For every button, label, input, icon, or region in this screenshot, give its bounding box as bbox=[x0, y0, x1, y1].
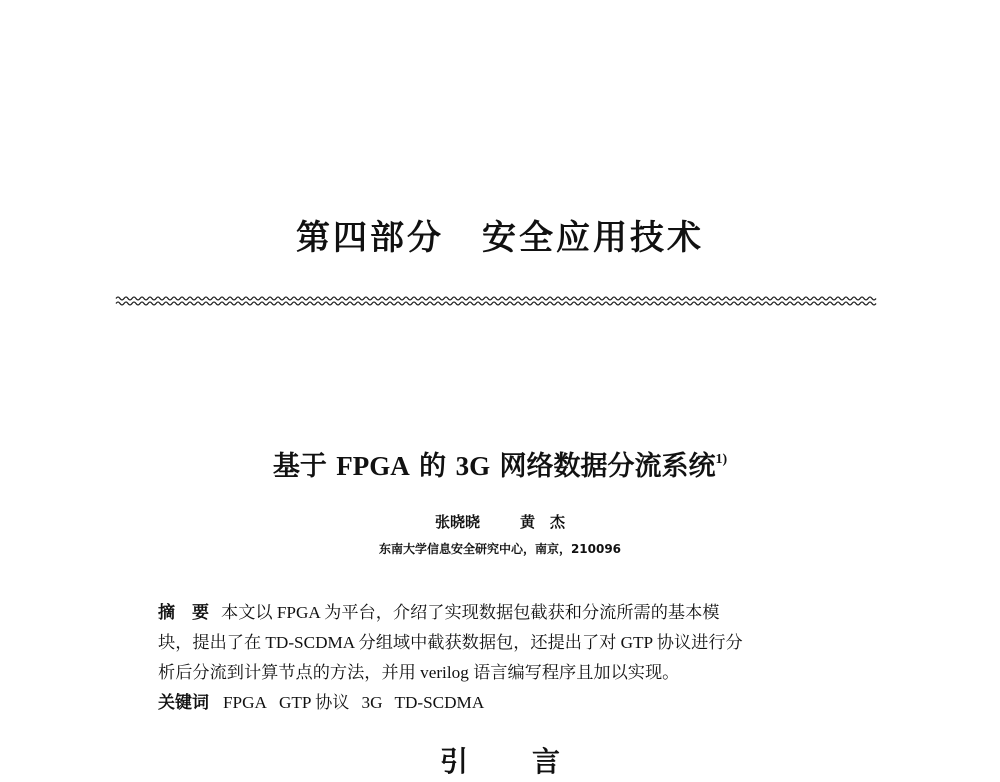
author-1: 张晓晓 bbox=[434, 513, 480, 531]
abstract-text-1: 本文以 FPGA 为平台，介绍了实现数据包截获和分流所需的基本模 bbox=[221, 603, 720, 622]
author-2: 黄 杰 bbox=[520, 513, 566, 531]
keywords bbox=[158, 688, 496, 718]
title-mid: 的 bbox=[419, 451, 447, 482]
paper-title bbox=[0, 440, 1000, 487]
affiliation: 东南大学信息安全研究中心，南京，210096 bbox=[378, 542, 622, 556]
title-prefix: 基于 bbox=[272, 451, 327, 482]
authors bbox=[0, 511, 1000, 533]
part-number: 第四部分 bbox=[296, 218, 444, 258]
abstract-line-3: 析后分流到计算节点的方法，并用 verilog 语言编写程序且加以实现。 bbox=[158, 663, 680, 682]
keyword-item: 3G bbox=[361, 693, 383, 712]
wavy-divider bbox=[116, 294, 874, 308]
introduction-heading-left: 引 bbox=[439, 745, 468, 778]
keyword-item: FPGA bbox=[223, 693, 267, 712]
keyword-item: GTP 协议 bbox=[278, 693, 350, 712]
abstract bbox=[158, 598, 848, 688]
title-3g: 3G bbox=[455, 451, 491, 481]
introduction-heading bbox=[0, 742, 1000, 782]
title-footnote-marker: 1) bbox=[715, 452, 728, 467]
part-name: 安全应用技术 bbox=[482, 218, 704, 258]
keywords-label: 关键词 bbox=[158, 693, 209, 713]
title-fpga: FPGA bbox=[336, 451, 410, 481]
title-suffix: 网络数据分流系统 bbox=[499, 451, 716, 482]
part-heading bbox=[0, 214, 1000, 262]
keyword-item: TD-SCDMA bbox=[394, 693, 485, 712]
introduction-heading-right: 言 bbox=[532, 745, 561, 778]
abstract-label: 摘 要 bbox=[158, 603, 209, 623]
abstract-line-2: 块，提出了在 TD-SCDMA 分组域中截获数据包，还提出了对 GTP 协议进行分 bbox=[158, 633, 743, 652]
abstract-line-1 bbox=[158, 598, 848, 628]
